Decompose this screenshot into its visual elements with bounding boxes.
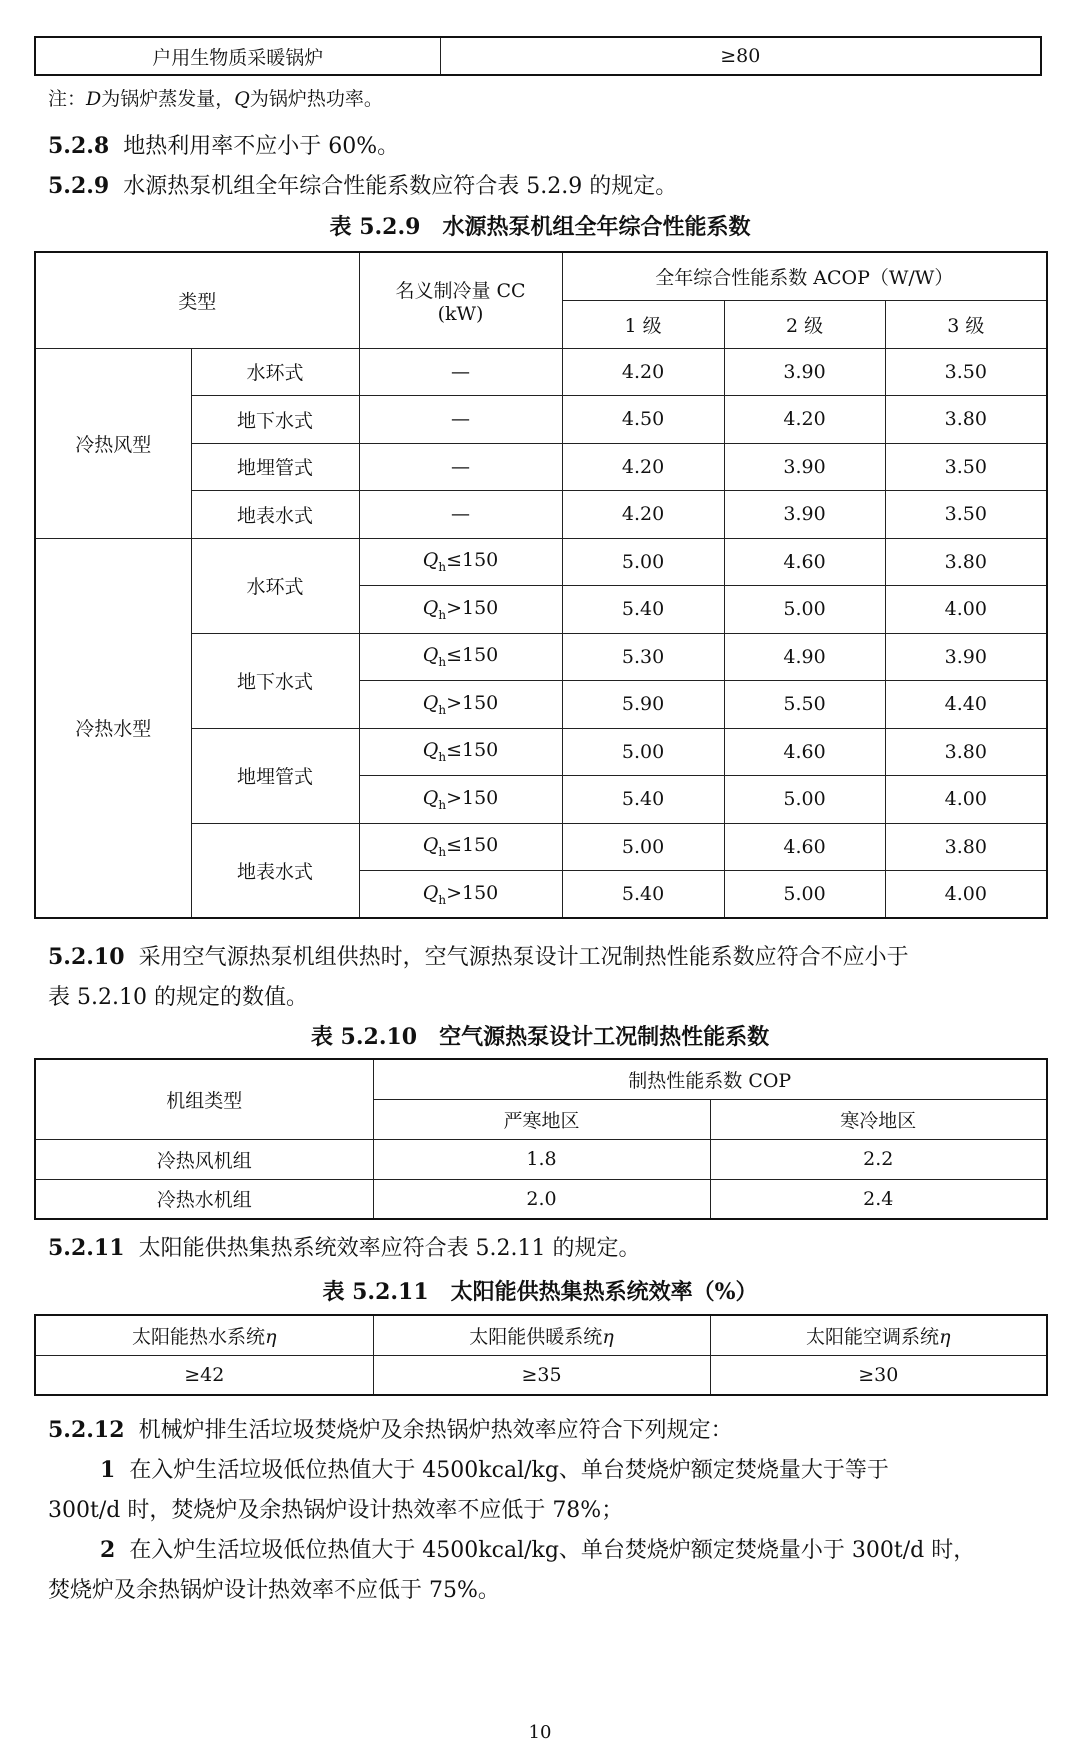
header-level-2: 2 级 [724, 300, 885, 348]
header-heating: 太阳能供暖系统η [373, 1315, 710, 1355]
clause-5-2-8: 5.2.8 地热利用率不应小于 60%。 [48, 133, 400, 159]
value-cell: 3.90 [724, 348, 885, 396]
condition-cell: $Q_h\le 150$ [359, 728, 562, 776]
table-cell: ≥80 [440, 37, 1041, 75]
value-cell: 4.60 [724, 538, 885, 586]
value-cell: 5.90 [562, 681, 724, 729]
clause-5-2-11: 5.2.11 太阳能供热集热系统效率应符合表 5.2.11 的规定。 [48, 1235, 641, 1261]
value-cell: 3.80 [885, 728, 1047, 776]
clause-5-2-10: 5.2.10 采用空气源热泵机组供热时，空气源热泵设计工况制热性能系数应符合不应小于 表 5.2.10 的规定的数值。 [48, 944, 909, 1010]
condition-cell: $Q_h>150$ [359, 776, 562, 824]
table-cell: 冷热水机组 [35, 1179, 373, 1219]
table-5-2-9 [34, 251, 1048, 919]
value-cell: 4.00 [885, 871, 1047, 919]
condition-cell: $Q_h>150$ [359, 681, 562, 729]
table-5-2-10-caption: 表 5.2.10 空气源热泵设计工况制热性能系数 [310, 1024, 770, 1050]
header-row [35, 1059, 1047, 1099]
header-severe-cold: 严寒地区 [373, 1099, 710, 1139]
value-cell: 3.90 [885, 633, 1047, 681]
table-row [35, 538, 1047, 586]
header-cooling: 太阳能空调系统η [710, 1315, 1047, 1355]
table-cell: ≥42 [35, 1355, 373, 1395]
condition-cell: $Q_h\le 150$ [359, 633, 562, 681]
table-cell: ≥35 [373, 1355, 710, 1395]
header-unit-type: 机组类型 [35, 1059, 373, 1139]
table-cell: 1.8 [373, 1139, 710, 1179]
value-cell: 5.50 [724, 681, 885, 729]
table-cell: 冷热风机组 [35, 1139, 373, 1179]
header-row [35, 1315, 1047, 1355]
value-cell: 5.40 [562, 871, 724, 919]
cc-cell: — [359, 491, 562, 539]
clause-5-2-12-item-1: 1 在入炉生活垃圾低位热值大于 4500kcal/kg、单台焚烧炉额定焚烧量大于等于 300t/d 时，焚烧炉及余热锅炉设计热效率不应低于 78%； [48, 1457, 889, 1523]
value-cell: 3.80 [885, 823, 1047, 871]
value-cell: 4.90 [724, 633, 885, 681]
group-water: 冷热水型 [35, 538, 191, 918]
header-cc: 名义制冷量 CC (kW) [359, 252, 562, 348]
table-row [35, 1179, 1047, 1219]
subtype-cell: 地下水式 [191, 633, 359, 728]
table-row [35, 1355, 1047, 1395]
value-cell: 4.00 [885, 586, 1047, 634]
value-cell: 5.00 [562, 728, 724, 776]
value-cell: 3.50 [885, 348, 1047, 396]
subtype-cell: 地表水式 [191, 491, 359, 539]
condition-cell: $Q_h\le 150$ [359, 823, 562, 871]
value-cell: 4.50 [562, 396, 724, 444]
value-cell: 4.20 [562, 443, 724, 491]
table-note: 注：D为锅炉蒸发量，Q为锅炉热功率。 [48, 88, 383, 110]
table-row [35, 348, 1047, 396]
cc-cell: — [359, 396, 562, 444]
clause-5-2-12: 5.2.12 机械炉排生活垃圾焚烧炉及余热锅炉热效率应符合下列规定： [48, 1417, 733, 1443]
value-cell: 5.00 [562, 823, 724, 871]
value-cell: 3.90 [724, 443, 885, 491]
table-cell: 2.2 [710, 1139, 1047, 1179]
value-cell: 5.40 [562, 586, 724, 634]
header-type: 类型 [35, 252, 359, 348]
header-level-3: 3 级 [885, 300, 1047, 348]
header-hot-water: 太阳能热水系统η [35, 1315, 373, 1355]
value-cell: 4.60 [724, 823, 885, 871]
value-cell: 4.20 [562, 348, 724, 396]
group-air: 冷热风型 [35, 348, 191, 538]
value-cell: 3.90 [724, 491, 885, 539]
value-cell: 4.40 [885, 681, 1047, 729]
table-row [35, 37, 1041, 75]
clause-5-2-12-item-2: 2 在入炉生活垃圾低位热值大于 4500kcal/kg、单台焚烧炉额定焚烧量小于 300t/d 时， 焚烧炉及余热锅炉设计热效率不应低于 75%。 [48, 1537, 976, 1603]
value-cell: 3.50 [885, 491, 1047, 539]
value-cell: 3.50 [885, 443, 1047, 491]
table-cell: 户用生物质采暖锅炉 [35, 37, 440, 75]
cc-cell: — [359, 443, 562, 491]
header-acop: 全年综合性能系数 ACOP（W/W） [562, 252, 1047, 300]
subtype-cell: 地表水式 [191, 823, 359, 918]
subtype-cell: 水环式 [191, 348, 359, 396]
table-5-2-11 [34, 1314, 1048, 1396]
value-cell: 4.20 [724, 396, 885, 444]
table-row [35, 1139, 1047, 1179]
table-cell: ≥30 [710, 1355, 1047, 1395]
condition-cell: $Q_h>150$ [359, 586, 562, 634]
header-level-1: 1 级 [562, 300, 724, 348]
value-cell: 4.00 [885, 776, 1047, 824]
value-cell: 5.00 [724, 776, 885, 824]
clause-5-2-9: 5.2.9 水源热泵机组全年综合性能系数应符合表 5.2.9 的规定。 [48, 173, 678, 199]
table-cell: 2.4 [710, 1179, 1047, 1219]
table-5-2-11-caption: 表 5.2.11 太阳能供热集热系统效率（%） [322, 1279, 758, 1305]
value-cell: 5.40 [562, 776, 724, 824]
table-5-2-9-caption: 表 5.2.9 水源热泵机组全年综合性能系数 [329, 214, 751, 240]
subtype-cell: 地埋管式 [191, 443, 359, 491]
value-cell: 5.00 [724, 871, 885, 919]
condition-cell: $Q_h>150$ [359, 871, 562, 919]
subtype-cell: 地下水式 [191, 396, 359, 444]
header-row [35, 252, 1047, 300]
value-cell: 3.80 [885, 396, 1047, 444]
value-cell: 4.20 [562, 491, 724, 539]
subtype-cell: 水环式 [191, 538, 359, 633]
value-cell: 3.80 [885, 538, 1047, 586]
value-cell: 5.00 [724, 586, 885, 634]
value-cell: 5.00 [562, 538, 724, 586]
header-cold: 寒冷地区 [710, 1099, 1047, 1139]
page-number: 10 [528, 1722, 552, 1743]
value-cell: 5.30 [562, 633, 724, 681]
table-5-2-10 [34, 1058, 1048, 1220]
value-cell: 4.60 [724, 728, 885, 776]
header-cop: 制热性能系数 COP [373, 1059, 1047, 1099]
boiler-table [34, 36, 1042, 76]
table-cell: 2.0 [373, 1179, 710, 1219]
subtype-cell: 地埋管式 [191, 728, 359, 823]
cc-cell: — [359, 348, 562, 396]
condition-cell: $Q_h\le 150$ [359, 538, 562, 586]
